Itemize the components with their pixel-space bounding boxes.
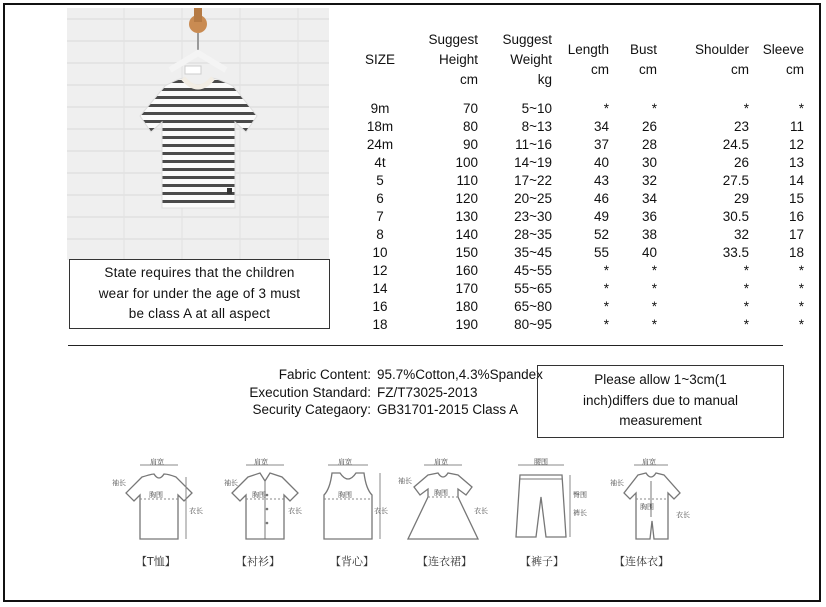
cell-height: 150: [455, 245, 478, 260]
cell-height: 130: [455, 209, 478, 224]
product-photo: [67, 8, 329, 260]
cell-shoulder: 24.5: [722, 137, 749, 152]
dress-diagram: [398, 455, 488, 547]
cell-shoulder: 30.5: [722, 209, 749, 224]
cell-size: 18: [372, 317, 388, 332]
cell-length: *: [603, 299, 609, 314]
table-row: [355, 244, 804, 262]
vest-diagram: [314, 455, 394, 547]
diagram-label: 袖长: [112, 480, 126, 487]
cell-bust: *: [651, 263, 657, 278]
diagram-label: 肩宽: [254, 459, 268, 466]
cell-sleeve: 14: [788, 173, 804, 188]
table-row: [355, 172, 804, 190]
cell-size: 4t: [374, 155, 386, 170]
table-row: [355, 118, 804, 136]
cell-height: 160: [455, 263, 478, 278]
notice-line: be class A at all aspect: [128, 306, 271, 321]
cell-shoulder: *: [743, 263, 749, 278]
cell-bust: *: [651, 299, 657, 314]
table-row: [355, 100, 804, 118]
cell-height: 180: [455, 299, 478, 314]
cell-shoulder: 32: [733, 227, 749, 242]
divider: [68, 345, 783, 346]
cell-bust: *: [651, 101, 657, 116]
cell-height: 140: [455, 227, 478, 242]
header-size: SIZE: [364, 52, 395, 67]
cell-bust: 36: [641, 209, 657, 224]
caption-dress: 【连衣裙】: [417, 555, 472, 568]
caption-pants: 【裤子】: [520, 555, 564, 568]
header-shoulder: Shoulder cm: [694, 42, 749, 77]
caption-shirt: 【衬衫】: [236, 555, 280, 568]
cell-bust: 28: [641, 137, 657, 152]
cell-size: 6: [376, 191, 384, 206]
cell-weight: 20~25: [514, 191, 552, 206]
diagram-label: 袖长: [610, 480, 624, 487]
romper-diagram: [610, 455, 696, 547]
cell-bust: 32: [641, 173, 657, 188]
size-chart-table: [355, 30, 804, 334]
table-row: [355, 136, 804, 154]
table-row: [355, 208, 804, 226]
cell-height: 70: [462, 101, 478, 116]
header-sleeve: Sleeve cm: [762, 42, 804, 77]
cell-sleeve: *: [798, 299, 804, 314]
cell-weight: 11~16: [515, 137, 552, 152]
table-header-row: [355, 30, 804, 90]
header-length: Length cm: [567, 42, 609, 77]
cell-length: *: [603, 317, 609, 332]
cell-length: 55: [593, 245, 609, 260]
security-category-label: Security Categaory:: [252, 402, 371, 417]
cell-size: 18m: [366, 119, 394, 134]
cell-size: 5: [376, 173, 384, 188]
cell-sleeve: *: [798, 317, 804, 332]
diagram-label: 衣长: [288, 508, 302, 515]
cell-shoulder: *: [743, 101, 749, 116]
table-row: [355, 280, 804, 298]
cell-size: 16: [372, 299, 388, 314]
diagram-label: 肩宽: [150, 459, 164, 466]
cell-weight: 45~55: [514, 263, 552, 278]
cell-sleeve: *: [798, 281, 804, 296]
table-row: [355, 262, 804, 280]
cell-length: 34: [593, 119, 609, 134]
table-row: [355, 316, 804, 334]
cell-bust: 40: [641, 245, 657, 260]
class-a-notice: [69, 259, 330, 329]
diagram-label: 衣长: [374, 508, 388, 515]
cell-length: *: [603, 281, 609, 296]
note-line: Please allow 1~3cm(1: [594, 372, 727, 387]
cell-sleeve: *: [798, 263, 804, 278]
cell-sleeve: 18: [788, 245, 804, 260]
cell-bust: 34: [641, 191, 657, 206]
cell-sleeve: 13: [788, 155, 804, 170]
size-table-body: [355, 100, 804, 334]
cell-shoulder: 33.5: [722, 245, 749, 260]
fabric-values: [377, 366, 543, 419]
diagram-label: 腰围: [534, 459, 548, 466]
cell-length: 49: [593, 209, 609, 224]
cell-weight: 8~13: [521, 119, 552, 134]
cell-sleeve: 17: [788, 227, 804, 242]
cell-bust: 38: [641, 227, 657, 242]
cell-weight: 65~80: [514, 299, 552, 314]
cell-weight: 80~95: [514, 317, 552, 332]
table-row: [355, 298, 804, 316]
cell-height: 100: [455, 155, 478, 170]
cell-sleeve: 15: [788, 191, 804, 206]
cell-bust: *: [651, 317, 657, 332]
table-row: [355, 226, 804, 244]
diagram-label: 肩宽: [642, 459, 656, 466]
cell-height: 190: [455, 317, 478, 332]
cell-height: 120: [455, 191, 478, 206]
cell-length: *: [603, 263, 609, 278]
fabric-content-label: Fabric Content:: [278, 367, 371, 382]
execution-standard-value: FZ/T73025-2013: [377, 384, 478, 400]
cell-length: *: [603, 101, 609, 116]
cell-weight: 35~45: [514, 245, 552, 260]
notice-line: State requires that the children: [104, 265, 295, 280]
cell-sleeve: 12: [788, 137, 804, 152]
cell-size: 9m: [370, 101, 390, 116]
fabric-labels: [249, 366, 371, 419]
diagram-label: 胸围: [434, 490, 448, 497]
diagram-label: 袖长: [398, 478, 412, 485]
cell-size: 8: [376, 227, 384, 242]
cell-length: 46: [593, 191, 609, 206]
cell-sleeve: *: [798, 101, 804, 116]
cell-shoulder: *: [743, 299, 749, 314]
cell-height: 170: [455, 281, 478, 296]
diagram-label: 臀围: [573, 492, 587, 499]
cell-size: 7: [376, 209, 384, 224]
cell-weight: 55~65: [514, 281, 552, 296]
cell-length: 43: [593, 173, 609, 188]
cell-weight: 5~10: [521, 101, 552, 116]
header-bust: Bust cm: [629, 42, 657, 77]
diagram-label: 衣长: [474, 508, 488, 515]
diagram-label: 胸围: [252, 492, 266, 499]
diagram-label: 衣长: [676, 512, 690, 519]
execution-standard-label: Execution Standard:: [249, 384, 371, 400]
cell-length: 37: [593, 137, 609, 152]
cell-shoulder: 27.5: [722, 173, 749, 188]
cell-bust: 30: [641, 155, 657, 170]
security-category-value: GB31701-2015 Class A: [377, 402, 519, 417]
shirt-diagram: [224, 455, 310, 547]
tshirt-diagram: [112, 455, 208, 547]
cell-size: 12: [372, 263, 388, 278]
cell-sleeve: 16: [788, 209, 804, 224]
diagram-label: 胸围: [149, 492, 163, 499]
note-line: inch)differs due to manual: [582, 392, 739, 408]
caption-tshirt: 【T恤】: [136, 555, 176, 568]
table-row: [355, 154, 804, 172]
cell-size: 24m: [366, 137, 394, 152]
diagram-label: 袖长: [224, 480, 238, 487]
table-row: [355, 190, 804, 208]
diagram-label: 裤长: [573, 510, 587, 517]
diagram-label: 胸围: [640, 504, 654, 511]
caption-vest: 【背心】: [330, 555, 374, 568]
notice-line: wear for under the age of 3 must: [98, 285, 301, 301]
cell-shoulder: 23: [733, 119, 749, 134]
diagram-label: 衣长: [189, 508, 203, 515]
cell-length: 52: [593, 227, 609, 242]
cell-shoulder: 29: [733, 191, 749, 206]
cell-length: 40: [593, 155, 609, 170]
cell-shoulder: *: [743, 281, 749, 296]
caption-romper: 【连体衣】: [614, 555, 669, 568]
cell-height: 90: [462, 137, 478, 152]
cell-shoulder: 26: [733, 155, 749, 170]
diagram-label: 胸围: [338, 492, 352, 499]
diagram-label: 肩宽: [338, 459, 352, 466]
cell-height: 80: [462, 119, 478, 134]
cell-bust: 26: [641, 119, 657, 134]
diagram-label: 肩宽: [434, 459, 448, 466]
cell-size: 14: [372, 281, 388, 296]
cell-weight: 28~35: [514, 227, 552, 242]
pants-diagram: [500, 455, 596, 547]
cell-weight: 23~30: [514, 209, 552, 224]
cell-weight: 14~19: [514, 155, 552, 170]
cell-shoulder: *: [743, 317, 749, 332]
cell-sleeve: 11: [789, 119, 804, 134]
header-weight: Suggest Weight kg: [502, 32, 552, 87]
cell-size: 10: [372, 245, 388, 260]
cell-bust: *: [651, 281, 657, 296]
cell-height: 110: [456, 173, 478, 188]
note-line: measurement: [619, 413, 702, 428]
measurement-note: [537, 365, 784, 438]
cell-weight: 17~22: [514, 173, 552, 188]
header-height: Suggest Height cm: [428, 32, 478, 87]
fabric-content-value: 95.7%Cotton,4.3%Spandex: [377, 367, 543, 382]
